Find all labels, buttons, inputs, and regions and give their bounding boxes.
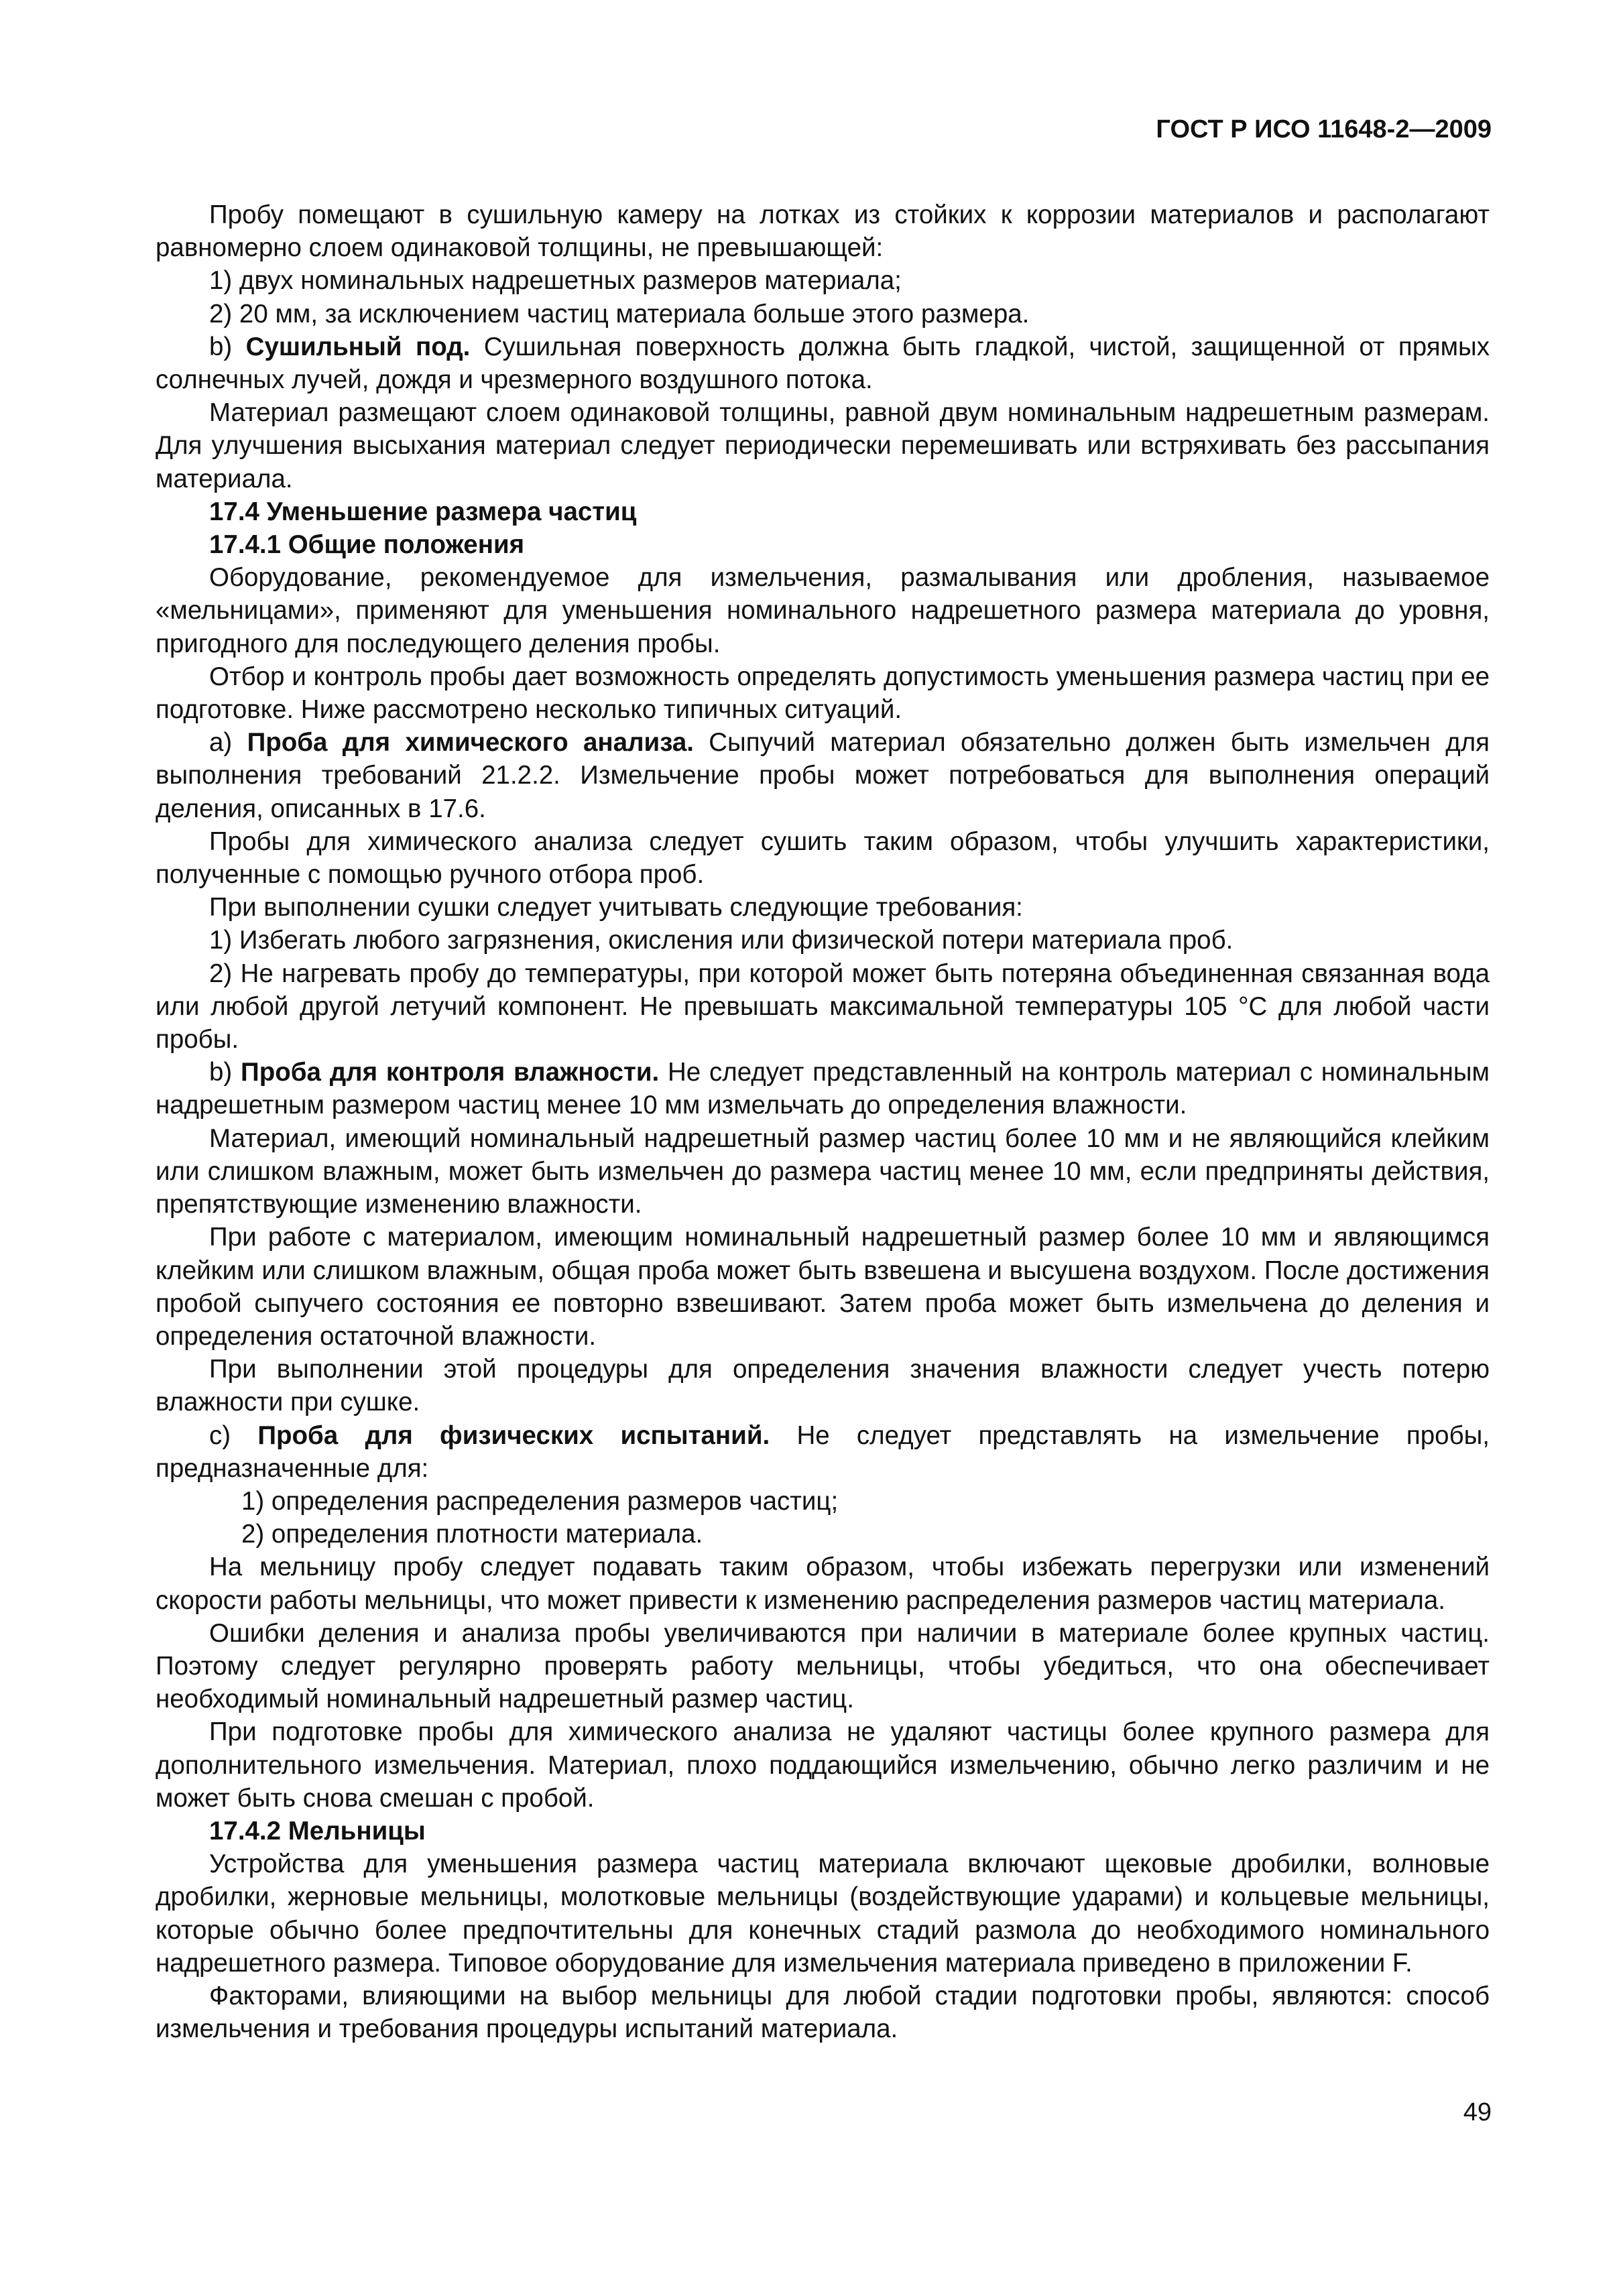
paragraph: Ошибки деления и анализа пробы увеличиваются при наличии в материале более крупных частиц. Поэтому следует регулярно проверять работу мельницы, чтобы убедиться, что она обеспечивает необходимый номинальный надрешетный размер частиц. (156, 1618, 1490, 1714)
paragraph: Пробы для химического анализа следует сушить таким образом, чтобы улучшить характеристики, полученные с помощью ручного отбора проб. (156, 827, 1490, 890)
paragraph: На мельницу пробу следует подавать таким образом, чтобы избежать перегрузки или изменений скорости работы мельницы, что может привести к изменению распределения размеров частиц материала. (156, 1553, 1490, 1615)
paragraph (156, 330, 1490, 396)
paragraph: Материал размещают слоем одинаковой толщины, равной двум номинальным надрешетным размерам. Для улучшения высыхания материал следует периодически перемешивать или встряхивать без рассыпания материала. (156, 398, 1490, 493)
paragraph: Факторами, влияющими на выбор мельницы для любой стадии подготовки пробы, являются: способ измельчения и требования процедуры испытаний материала. (156, 1981, 1490, 2044)
item-text: Сушильная поверхность должна быть гладкой, чистой, защищенной от прямых солнечных лучей, дождя и чрезмерного воздушного потока. (156, 332, 1490, 395)
list-item: 2) определения плотности материала. (241, 1520, 703, 1549)
page-body (156, 198, 1490, 2045)
item-title: Проба для физических испытаний. (257, 1421, 770, 1450)
item-text: Не следует представленный на контроль материал с номинальным надрешетным размером частиц менее 10 мм измельчать до определения влажности. (156, 1058, 1490, 1120)
paragraph: Отбор и контроль пробы дает возможность определять допустимость уменьшения размера частиц при ее подготовке. Ниже рассмотрено несколько типичных ситуаций. (156, 662, 1490, 725)
list-item: 1) определения распределения размеров частиц; (241, 1486, 839, 1516)
item-text: Не следует представлять на измельчение пробы, предназначенные для: (156, 1421, 1490, 1483)
subsection-heading: 17.4.1 Общие положения (209, 530, 525, 560)
subsection-heading: 17.4.2 Мельницы (209, 1816, 426, 1846)
paragraph: Устройства для уменьшения размера частиц материала включают щековые дробилки, волновые дробилки, жерновые мельницы, молотковые мельницы (воздействующие ударами) и кольцевые мельницы, которые обычно более предпочтительны для конечных стадий размола до необходимого номинального надрешетного размера. Типовое оборудование для измельчения материала приведено в приложении F. (156, 1850, 1490, 1978)
paragraph: Оборудование, рекомендуемое для измельчения, размалывания или дробления, называемое «мельницами», применяют для уменьшения номинального надрешетного размера материала до уровня, пригодного для последующего деления пробы. (156, 563, 1490, 658)
paragraph: Пробу помещают в сушильную камеру на лотках из стойких к коррозии материалов и располагают равномерно слоем одинаковой толщины, не превышающей: (156, 200, 1490, 263)
paragraph: При выполнении этой процедуры для определения значения влажности следует учесть потерю влажности при сушке. (156, 1355, 1490, 1417)
paragraph (156, 1056, 1490, 1122)
document-header-id: ГОСТ Р ИСО 11648-2—2009 (1156, 115, 1492, 143)
item-text: Сыпучий материал обязательно должен быть измельчен для выполнения требований 21.2.2. Измельчение пробы может потребоваться для выполнения операций деления, описанных в 17.6. (156, 728, 1490, 823)
item-marker: a) (209, 728, 247, 758)
list-item: 1) двух номинальных надрешетных размеров материала; (209, 266, 902, 296)
paragraph (156, 1419, 1490, 1485)
item-title: Проба для контроля влажности. (241, 1058, 660, 1087)
item-marker: b) (209, 332, 246, 361)
paragraph: При работе с материалом, имеющим номинальный надрешетный размер более 10 мм и являющимся клейким или слишком влажным, общая проба может быть взвешена и высушена воздухом. После достижения пробой сыпучего состояния ее повторно взвешивают. Затем проба может быть измельчена до деления и определения остаточной влажности. (156, 1223, 1490, 1351)
item-marker: b) (209, 1058, 241, 1087)
paragraph: При выполнении сушки следует учитывать следующие требования: (209, 893, 1023, 922)
item-marker: c) (209, 1421, 258, 1450)
item-title: Проба для химического анализа. (247, 728, 694, 758)
list-item: 2) 20 мм, за исключением частиц материала больше этого размера. (209, 299, 1030, 328)
paragraph: При подготовке пробы для химического анализа не удаляют частицы более крупного размера для дополнительного измельчения. Материал, плохо поддающийся измельчению, обычно легко различим и не может быть снова смешан с пробой. (156, 1717, 1490, 1813)
item-title: Сушильный под. (245, 332, 471, 361)
section-heading: 17.4 Уменьшение размера частиц (209, 497, 637, 526)
paragraph: Материал, имеющий номинальный надрешетный размер частиц более 10 мм и не являющийся клейким или слишком влажным, может быть измельчен до размера частиц менее 10 мм, если предприняты действия, препятствующие изменению влажности. (156, 1124, 1490, 1219)
page-number: 49 (1463, 2098, 1492, 2126)
list-item: 1) Избегать любого загрязнения, окисления или физической потери материала проб. (209, 926, 1234, 955)
paragraph (156, 726, 1490, 825)
list-item: 2) Не нагревать пробу до температуры, при которой может быть потеряна объединенная связанная вода или любой другой летучий компонент. Не превышать максимальной температуры 105 °С для любой части пробы. (156, 959, 1490, 1054)
